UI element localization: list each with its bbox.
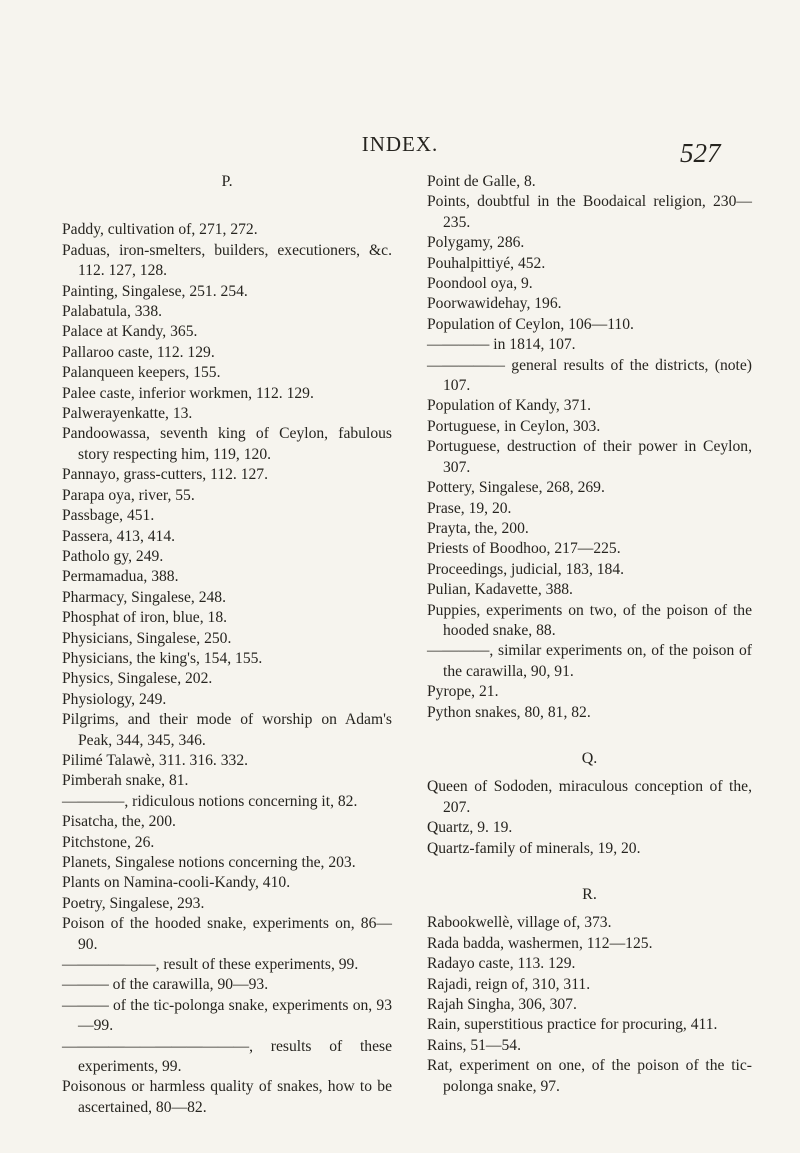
index-entry: Permamadua, 388. [62, 568, 179, 586]
index-entry: Pitchstone, 26. [62, 833, 155, 851]
index-entry: Phosphat of iron, blue, 18. [62, 609, 228, 627]
index-entry: Points, doubtful in the Boodaical religion, 230—235. [427, 193, 752, 231]
index-entry: Physicians, the king's, 154, 155. [62, 649, 263, 667]
index-entry: Quartz-family of minerals, 19, 20. [427, 839, 641, 857]
index-entry: Portuguese, destruction of their power in Ceylon, 307. [427, 438, 752, 476]
page-number: 527 [680, 138, 721, 168]
index-entry: Prase, 19, 20. [427, 499, 512, 517]
index-entry: Pandoowassa, seventh king of Ceylon, fabulous story respecting him, 119, 120. [62, 425, 392, 463]
index-entry: Rada badda, washermen, 112—125. [427, 934, 653, 952]
index-entry: ———— in 1814, 107. [427, 336, 576, 354]
index-entry: Pottery, Singalese, 268, 269. [427, 479, 605, 497]
index-entry: Python snakes, 80, 81, 82. [427, 703, 591, 721]
right-entry-list-q [427, 777, 752, 859]
index-entry: Poorwawidehay, 196. [427, 295, 562, 313]
section-heading-r: R. [582, 886, 597, 903]
index-entry: Prayta, the, 200. [427, 519, 529, 537]
index-entry: Poison of the hooded snake, experiments on, 86—90. [62, 915, 392, 953]
index-entry: Palwerayenkatte, 13. [62, 405, 193, 423]
index-entry: Poisonous or harmless quality of snakes, how to be ascertained, 80—82. [62, 1078, 392, 1116]
index-entry: Priests of Boodhoo, 217—225. [427, 540, 621, 558]
index-entry: Point de Galle, 8. [427, 173, 536, 190]
index-entry: Patholo gy, 249. [62, 547, 164, 565]
index-entry: Pharmacy, Singalese, 248. [62, 588, 226, 606]
index-entry: Queen of Sododen, miraculous conception of the, 207. [427, 778, 752, 816]
section-heading-q: Q. [581, 749, 598, 767]
index-entry: Population of Ceylon, 106—110. [427, 315, 634, 333]
index-entry: Population of Kandy, 371. [427, 397, 592, 415]
left-column [62, 172, 392, 1118]
index-entry: Pyrope, 21. [427, 683, 499, 701]
index-entry: Pulian, Kadavette, 388. [427, 581, 573, 599]
index-entry: Palanqueen keepers, 155. [62, 364, 221, 382]
index-entry: Pilimé Talawè, 311. 316. 332. [62, 751, 249, 769]
index-entry: ——— of the carawilla, 90—93. [62, 976, 269, 994]
index-entry: Poetry, Singalese, 293. [62, 894, 205, 912]
index-entry: Plants on Namina-cooli-Kandy, 410. [62, 874, 291, 892]
index-entry: Rabookwellè, village of, 373. [427, 914, 612, 932]
index-entry: Passbage, 451. [62, 507, 155, 525]
index-entry: Poondool oya, 9. [427, 275, 533, 293]
index-entry: Rat, experiment on one, of the poison of the tic-polonga snake, 97. [427, 1057, 752, 1095]
index-entry: Paddy, cultivation of, 271, 272. [62, 221, 258, 239]
index-entry: Physicians, Singalese, 250. [62, 629, 232, 647]
index-entry: Parapa oya, river, 55. [62, 486, 195, 504]
section-heading-p: P. [221, 173, 233, 190]
index-entry: Paduas, iron-smelters, builders, executioners, &c. 112. 127, 128. [62, 241, 392, 280]
page-header [0, 132, 800, 172]
index-entry: Pisatcha, the, 200. [62, 813, 176, 831]
right-entry-list-p [427, 172, 752, 723]
index-entry: Physiology, 249. [62, 690, 167, 708]
index-entry: Pilgrims, and their mode of worship on Adam's Peak, 344, 345, 346. [62, 711, 392, 749]
index-entry: Portuguese, in Ceylon, 303. [427, 417, 601, 435]
index-entry: Puppies, experiments on two, of the poison of the hooded snake, 88. [427, 601, 752, 639]
index-entry: Pannayo, grass-cutters, 112. 127. [62, 466, 269, 484]
index-entry: ————————————, results of these experiments, 99. [62, 1037, 392, 1076]
index-entry: Passera, 413, 414. [62, 527, 176, 545]
index-entry: Rains, 51—54. [427, 1036, 521, 1054]
index-entry: Physics, Singalese, 202. [62, 670, 213, 688]
index-entry: ——— of the tic-polonga snake, experiments on, 93—99. [62, 996, 392, 1035]
index-entry: ————, ridiculous notions concerning it, 82. [62, 792, 358, 810]
page-title: INDEX. [361, 132, 439, 156]
index-entry: Pallaroo caste, 112. 129. [62, 343, 215, 361]
index-entry: ————— general results of the districts, (note) 107. [427, 356, 752, 395]
index-entry: Quartz, 9. 19. [427, 819, 513, 837]
index-entry: Pouhalpittiyé, 452. [427, 254, 546, 272]
index-entry: Pimberah snake, 81. [62, 772, 189, 790]
index-entry: Rain, superstitious practice for procuring, 411. [427, 1016, 718, 1034]
index-entry: Palabatula, 338. [62, 303, 163, 321]
index-entry: ————, similar experiments on, of the poison of the carawilla, 90, 91. [427, 642, 752, 680]
index-entry: Painting, Singalese, 251. 254. [62, 282, 248, 300]
index-entry: Polygamy, 286. [427, 234, 525, 252]
index-entry: Proceedings, judicial, 183, 184. [427, 560, 625, 578]
index-entry: Radayo caste, 113. 129. [427, 955, 576, 973]
index-entry: Rajadi, reign of, 310, 311. [427, 975, 591, 993]
index-entry: Planets, Singalese notions concerning the, 203. [62, 854, 356, 871]
left-entry-list [62, 220, 392, 1118]
right-entry-list-r [427, 913, 752, 1097]
index-entry: ——————, result of these experiments, 99. [62, 956, 359, 974]
index-entry: Palace at Kandy, 365. [62, 323, 198, 341]
index-entry: Palee caste, inferior workmen, 112. 129. [62, 384, 314, 402]
right-column [427, 172, 752, 1097]
index-entry: Rajah Singha, 306, 307. [427, 996, 577, 1014]
